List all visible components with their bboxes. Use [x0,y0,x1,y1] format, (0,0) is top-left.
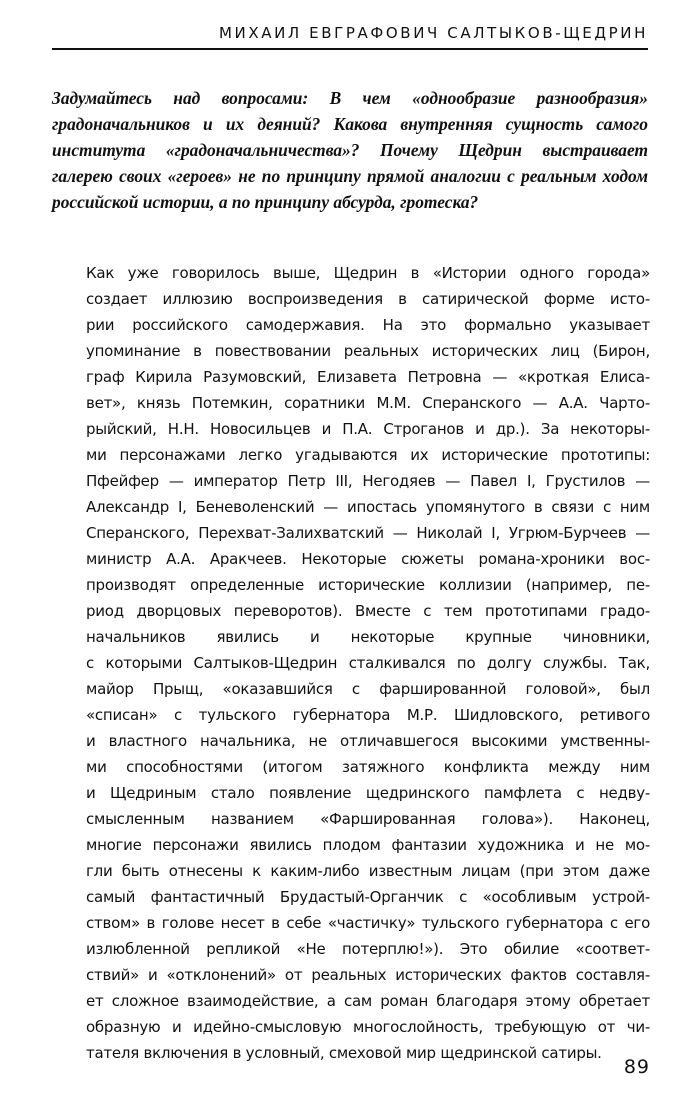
body-line: излюбленной репликой «Не потерплю!»). Это обилие «соответ- [86,940,650,958]
body-line: производят определенные исторические коллизии (например, пе- [86,576,650,594]
study-questions: Задумайтесь над вопросами: В чем «однообразие разнообразия» градоначальников и их деяний? Какова внутренняя сущность самого института «градоначальничества»? Почему Щедрин выстраивает галерею своих «героев» не по принципу прямой аналогии с реальным ходом российской истории, а по принципу абсурда, гротеска? [52,88,648,212]
body-line: вет», князь Потемкин, соратники М.М. Сперанского — А.А. Чарто- [86,394,650,412]
body-line: тателя включения в условный, смеховой мир щедринской сатиры. [86,1044,602,1062]
body-line: упоминание в повествовании реальных исторических лиц (Бирон, [86,342,650,360]
body-line: с которыми Салтыков-Щедрин сталкивался по долгу службы. Так, [86,654,650,672]
body-line: Пфейфер — император Петр III, Негодяев — Павел I, Грустилов — [86,472,650,490]
body-line: Александр I, Беневоленский — ипостась упомянутого в связи с ним [86,498,650,516]
body-line: гли быть отнесены к каким-либо известным лицам (при этом даже [86,862,650,880]
body-line: граф Кирила Разумовский, Елизавета Петровна — «кроткая Елиса- [86,368,650,386]
body-line: начальников явились и некоторые крупные чиновники, [86,628,650,646]
body-line: рыйский, Н.Н. Новосильцев и П.А. Строганов и др.). За некоторы- [86,420,650,438]
body-line: риод дворцовых переворотов). Вместе с тем прототипами градо- [86,602,650,620]
body-line: создает иллюзию воспроизведения в сатирической форме исто- [86,290,650,308]
body-line: и властного начальника, не отличавшегося высокими умственны- [86,732,650,750]
body-line: ет сложное взаимодействие, а сам роман благодаря этому обретает [86,992,650,1010]
body-line: образную и идейно-смысловую многослойность, требующую от чи- [86,1018,650,1036]
body-line: Сперанского, Перехват-Залихватский — Николай I, Угрюм-Бурчеев — [86,524,650,542]
body-line: ствий» и «отклонений» от реальных исторических фактов составля- [86,966,650,984]
body-line: министр А.А. Аракчеев. Некоторые сюжеты романа-хроники вос- [86,550,650,568]
body-line: рии российского самодержавия. На это формально указывает [86,316,650,334]
page-number: 89 [623,1056,650,1078]
body-line: Как уже говорилось выше, Щедрин в «Истории одного города» [86,264,650,282]
body-line: ми персонажами легко угадываются их исторические прототипы: [86,446,650,464]
body-line: смысленным названием «Фаршированная голова»). Наконец, [86,810,650,828]
body-line: «списан» с тульского губернатора М.Р. Шидловского, ретивого [86,706,650,724]
running-header-title: МИХАИЛ ЕВГРАФОВИЧ САЛТЫКОВ-ЩЕДРИН [219,24,648,42]
body-text [86,260,650,1066]
running-header [52,22,648,50]
body-line: ми способностями (итогом затяжного конфликта между ним [86,758,650,776]
body-line: майор Прыщ, «оказавшийся с фаршированной головой», был [86,680,650,698]
body-line: самый фантастичный Брудастый-Органчик с «особливым устрой- [86,888,650,906]
body-line: многие персонажи явились плодом фантазии художника и не мо- [86,836,650,854]
body-line: и Щедриным стало появление щедринского памфлета с недву- [86,784,650,802]
body-line: ством» в голове несет в себе «частичку» тульского губернатора с его [86,914,650,932]
